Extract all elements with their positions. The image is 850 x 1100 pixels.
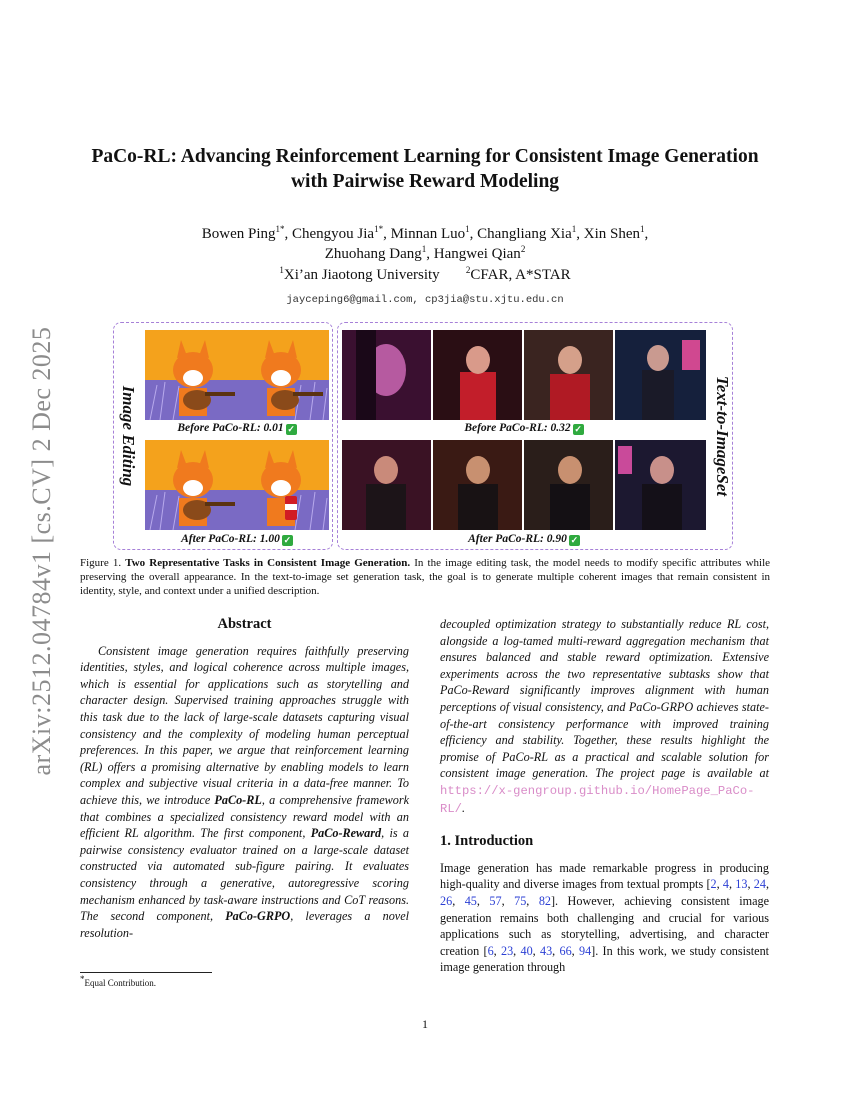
after-score-left: After PaCo-RL: 1.00 ✓ xyxy=(181,533,292,545)
fox-after-image xyxy=(145,440,329,530)
abstract-heading: Abstract xyxy=(217,616,272,632)
author-emails: jayceping6@gmail.com, cp3jia@stu.xjtu.edu.cn xyxy=(286,294,564,306)
caption-text: In the image editing task, the model needs to modify specific attributes while preserving the overall appearance. In the text-to-image set generation task, the goal is to generate multiple coherent images that remain consistent in identity, style, and context under a unified description. xyxy=(80,557,771,597)
fox-before-image xyxy=(145,330,329,420)
imageset-before xyxy=(342,330,706,420)
caption-label: Figure 1. xyxy=(80,557,122,569)
citation-link[interactable]: 40 xyxy=(520,943,533,958)
check-icon: ✓ xyxy=(287,424,295,434)
affil-name: CFAR, A*STAR xyxy=(470,267,571,283)
affil-sup: 2 xyxy=(465,265,471,275)
before-score-right: Before PaCo-RL: 0.32 ✓ xyxy=(464,422,582,434)
author-sup: * xyxy=(378,224,384,234)
author-sup: 1 xyxy=(465,224,470,234)
author-sup: 1 xyxy=(571,224,577,234)
before-score-left: Before PaCo-RL: 0.01 ✓ xyxy=(177,422,295,434)
author-sup: 1 xyxy=(640,224,645,234)
author-name: , xyxy=(644,226,649,242)
author-sup: * xyxy=(280,224,285,234)
authors-line-1 xyxy=(60,224,790,244)
check-icon: ✓ xyxy=(570,535,579,545)
footnote: *Equal Contribution. xyxy=(80,974,156,988)
title-line-1: PaCo-RL: Advancing Reinforcement Learning for Consistent Image Generation xyxy=(91,146,759,167)
author-sup: 2 xyxy=(520,244,526,254)
citation-link[interactable]: 26 xyxy=(440,893,453,908)
citation-link[interactable]: 94 xyxy=(578,943,592,958)
affiliations xyxy=(60,265,790,285)
arxiv-side-stamp xyxy=(22,316,62,786)
affil-sup: 1 xyxy=(279,265,284,275)
citation-link[interactable]: 13 xyxy=(735,877,748,892)
citation-link[interactable]: 43 xyxy=(539,943,553,958)
author-sup: 1 xyxy=(421,244,427,254)
after-score-right: After PaCo-RL: 0.90 ✓ xyxy=(468,533,579,545)
citation-link[interactable]: 4 xyxy=(722,877,729,892)
citation-link[interactable]: 57 xyxy=(489,893,502,908)
title-line-2: with Pairwise Reward Modeling xyxy=(290,171,560,192)
author-name: Zhuohang Dang xyxy=(324,246,422,262)
footnote-divider xyxy=(80,972,212,973)
caption-title: Two Representative Tasks in Consistent Image Generation. xyxy=(125,557,411,569)
introduction-text: Image generation has made remarkable progress in producing high-quality and diverse images from textual prompts [2, 4, 13, 24, 26, 45, 57, 75, 82]. However, achieving consistent image generation remains both challenging and crucial for various applications such as storytelling, advertising, and character creation [6, 23, 40, 43, 66, 94]. In this work, we study consistent image generation through xyxy=(440,860,770,975)
abstract-continued: decoupled optimization strategy to substantially reduce RL cost, alongside a log-tamed multi-reward aggregation mechanism that ensures balanced and stable reward optimization. Extensive experiments across the two representative subtasks show that PaCo-Reward significantly improves alignment with human perceptions of visual consistency, and PaCo-GRPO achieves state-of-the-art consistency performance with improved training efficiency and stability. Together, these results highlight the promise of PaCo-RL as a practical and scalable solution for consistent image generation. The project page is available at https://x-gengroup.github.io/HomePage_PaCo-RL/. xyxy=(440,617,769,816)
citation-link[interactable]: 45 xyxy=(464,893,477,908)
check-icon: ✓ xyxy=(574,424,582,434)
project-page-link[interactable]: https://x-gengroup.github.io/HomePage_PaCo-RL/ xyxy=(440,783,755,816)
author-name: , Chengyou Jia xyxy=(284,226,375,242)
citation-link[interactable]: 82 xyxy=(538,893,551,908)
image-editing-label: Image Editing xyxy=(119,385,138,487)
citation-link[interactable]: 2 xyxy=(710,877,717,892)
author-name: Bowen Ping xyxy=(201,226,276,242)
imageset-after xyxy=(342,440,706,530)
abstract-text: Consistent image generation requires faithfully preserving identities, styles, and logical coherence across multiple images, which is essential for applications such as storytelling and character design. Supervised training approaches struggle with this task due to the lack of large-scale datasets capturing visual consistency and the complexity of modeling human perceptual preferences. In this paper, we argue that reinforcement learning (RL) offers a promising alternative by enabling models to learn complex and subjective visual criteria in a data-free manner. To achieve this, we introduce PaCo-RL, a comprehensive framework that combines a specialized consistency reward model with an efficient RL algorithm. The first component, PaCo-Reward, is a pairwise consistency evaluator trained on a large-scale dataset constructed via automated sub-figure pairing. It evaluates consistency through a generative, autoregressive scoring mechanism enhanced by task-aware instructions and CoT reasons. The second component, PaCo-GRPO, leverages a novel resolution- xyxy=(80,643,409,940)
author-name: , Xin Shen xyxy=(576,226,640,242)
introduction-heading: 1. Introduction xyxy=(440,833,534,850)
arxiv-id: arXiv:2512.04784v1 [cs.CV] 2 Dec 2025 xyxy=(27,326,56,776)
text-to-imageset-label: Text-to-ImageSet xyxy=(713,375,732,497)
author-sup: 1 xyxy=(374,224,379,234)
authors xyxy=(60,224,790,264)
figure-caption xyxy=(80,556,770,598)
author-name: , Hangwei Qian xyxy=(426,246,521,262)
affil-name: Xi’an Jiaotong University xyxy=(283,267,440,283)
citation-link[interactable]: 24 xyxy=(753,877,766,892)
figure-1 xyxy=(113,322,735,552)
citation-link[interactable]: 6 xyxy=(487,943,494,958)
author-sup: 1 xyxy=(275,224,281,234)
paper-title xyxy=(60,144,790,194)
right-column xyxy=(440,616,769,976)
citation-link[interactable]: 75 xyxy=(514,893,527,908)
citation-link[interactable]: 66 xyxy=(559,943,572,958)
check-icon: ✓ xyxy=(283,535,292,545)
author-name: , Changliang Xia xyxy=(469,226,572,242)
page-number: 1 xyxy=(422,1017,428,1031)
citation-link[interactable]: 23 xyxy=(500,943,514,958)
abstract-column xyxy=(80,616,409,941)
author-name: , Minnan Luo xyxy=(383,226,466,242)
authors-line-2 xyxy=(60,244,790,264)
